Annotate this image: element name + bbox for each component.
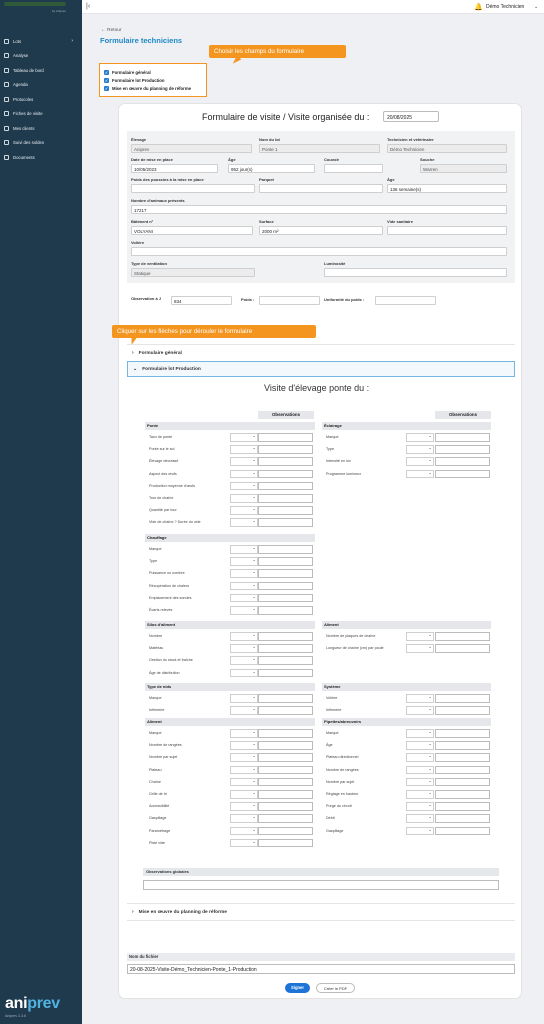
tech-input: Démo Technicien	[387, 144, 507, 153]
row-select[interactable]	[230, 518, 258, 527]
sidebar-item-icon	[4, 111, 9, 116]
callout-choose-fields: Choisir les champs du formulaire	[209, 45, 346, 58]
row-observation-input[interactable]	[258, 778, 313, 787]
row-select[interactable]	[230, 632, 258, 641]
sidebar-item[interactable]	[0, 34, 82, 49]
row-label: Nombre de plaques de chaîne	[326, 634, 376, 638]
row-select[interactable]	[230, 433, 258, 442]
section-header: Aliment	[145, 718, 315, 726]
elevage-label: Élevage	[131, 137, 147, 142]
row-label: Récupération de chaleur	[149, 583, 190, 588]
row-observation-input[interactable]	[258, 644, 313, 653]
row-select[interactable]	[406, 741, 434, 750]
row-observation-input[interactable]	[435, 766, 490, 775]
nb-animaux-input[interactable]: 17217	[131, 205, 507, 214]
row-observation-input[interactable]	[258, 656, 313, 665]
row-label: Écarts relevés	[149, 608, 173, 612]
row-label: Nombre	[149, 634, 163, 638]
row-observation-input[interactable]	[258, 632, 313, 641]
checkbox-checked-icon: ✓	[104, 77, 109, 83]
row-observation-input[interactable]	[258, 470, 313, 479]
sidebar-item[interactable]	[0, 107, 82, 122]
row-select[interactable]	[406, 457, 434, 466]
couvoir-label: Couvoir	[324, 157, 340, 162]
file-name-label: Nom du fichier	[127, 953, 515, 961]
topbar	[82, 0, 544, 14]
user-menu[interactable]: Démo Technicien	[486, 4, 525, 10]
form-title: Formulaire de visite / Visite organisée du :	[202, 112, 370, 122]
surface-label: Surface	[259, 219, 274, 224]
sidebar-footer	[5, 995, 60, 1018]
batiment-label: Bâtiment n°	[131, 219, 154, 224]
row-select[interactable]	[230, 729, 258, 738]
row-observation-input[interactable]	[258, 606, 313, 615]
global-observations-label: Observations globales	[143, 868, 499, 876]
user-menu-chevron-icon[interactable]: ⌄	[534, 3, 539, 10]
row-label: Intensité en lux	[326, 459, 351, 464]
row-label: Puissance ou nombre	[149, 571, 185, 576]
row-observation-input[interactable]	[258, 790, 313, 799]
row-select[interactable]	[230, 706, 258, 715]
row-label: Volière	[326, 696, 338, 700]
row-label: Programme lumineux	[326, 471, 362, 476]
row-label: Élevage décrassé	[149, 459, 179, 464]
checkbox-label: Formulaire général	[112, 69, 151, 75]
row-select[interactable]	[230, 557, 258, 566]
age2-label: Âge	[387, 177, 395, 182]
accordion-general-label: Formulaire général	[138, 350, 182, 356]
souche-label: Souche	[420, 157, 435, 162]
row-select[interactable]	[230, 827, 258, 836]
section-header: Aliment	[322, 621, 491, 629]
parquet-label: Parquet	[259, 177, 274, 182]
row-select[interactable]	[230, 470, 258, 479]
row-observation-input[interactable]	[258, 445, 313, 454]
batiment-input[interactable]: VOLYANI	[131, 226, 253, 235]
aniprev-logo	[5, 995, 60, 1013]
age2-input[interactable]: 136 semaine(s)	[387, 184, 507, 193]
row-select[interactable]	[230, 606, 258, 615]
sign-button[interactable]: Signer	[285, 983, 310, 993]
row-observation-input[interactable]	[258, 814, 313, 823]
observations-header-right: Observations	[435, 411, 491, 419]
row-observation-input[interactable]	[258, 594, 313, 603]
elevage-input: Aniprev	[131, 144, 252, 153]
row-select[interactable]	[230, 669, 258, 678]
couvoir-input[interactable]	[324, 164, 383, 173]
row-observation-input[interactable]	[258, 494, 313, 503]
sidebar-item-icon	[4, 155, 9, 160]
sidebar-item-label: Analyse	[13, 53, 29, 59]
row-label: Nombre par sujet	[326, 779, 355, 784]
accordion-production-label: Formulaire lot Production	[142, 366, 201, 372]
row-label: Purge du circuit	[326, 804, 352, 809]
back-link[interactable]: ← Retour	[101, 28, 122, 33]
observations-header-left: Observations	[258, 411, 314, 419]
sidebar	[0, 0, 82, 1024]
sidebar-item-icon	[4, 140, 9, 145]
sidebar-item[interactable]	[0, 136, 82, 151]
row-select[interactable]	[406, 766, 434, 775]
divider	[127, 920, 515, 921]
row-select[interactable]	[406, 802, 434, 811]
row-label: Marque	[149, 731, 162, 735]
uniformity-label: Uniformité du poids :	[324, 297, 365, 302]
row-select[interactable]	[406, 753, 434, 762]
row-observation-input[interactable]	[435, 470, 490, 479]
ventilation-label: Type de ventilation	[131, 261, 167, 266]
row-observation-input[interactable]	[258, 669, 313, 678]
row-label: Chaîne	[149, 779, 161, 784]
row-label: Nombre de rangées	[326, 767, 359, 772]
row-observation-input[interactable]	[435, 802, 490, 811]
row-label: Production moyenne d'œufs	[149, 483, 196, 488]
checkbox-label: Mise en œuvre du planning de réforme	[112, 85, 192, 91]
row-select[interactable]	[230, 569, 258, 578]
field-checkbox[interactable]	[100, 84, 206, 92]
logo-part-prev: prev	[27, 995, 60, 1012]
visit-date-input[interactable]: 20/08/2025	[383, 111, 439, 122]
create-pdf-button[interactable]: Créer le PDF	[316, 983, 355, 993]
row-observation-input[interactable]	[435, 644, 490, 653]
tech-label: Technicien et vétérinaire	[387, 137, 434, 142]
row-observation-input[interactable]	[435, 814, 490, 823]
row-observation-input[interactable]	[258, 457, 313, 466]
row-select[interactable]	[230, 644, 258, 653]
row-observation-input[interactable]	[258, 506, 313, 515]
row-label: Ponte sur le sol	[149, 447, 175, 452]
section-header: Système	[322, 683, 491, 691]
accordion-reforme[interactable]	[127, 904, 515, 920]
row-label: Type	[326, 447, 334, 452]
age-input[interactable]: 952 jour(s)	[228, 164, 315, 173]
poids-label: Poids des poussins à la mise en place	[131, 177, 204, 182]
weight-input[interactable]	[259, 296, 320, 305]
sidebar-item-label: Tableau de bord	[13, 67, 44, 73]
row-observation-input[interactable]	[435, 457, 490, 466]
row-observation-input[interactable]	[258, 753, 313, 762]
row-label: Marque	[326, 435, 339, 439]
nb-animaux-label: Nombre d'animaux présents	[131, 198, 185, 203]
form-fields-selector	[99, 63, 207, 97]
row-observation-input[interactable]	[435, 632, 490, 641]
sidebar-item[interactable]	[0, 49, 82, 64]
row-observation-input[interactable]	[435, 778, 490, 787]
field-checkbox[interactable]	[100, 76, 206, 84]
row-label: Âge	[326, 743, 333, 748]
row-observation-input[interactable]	[258, 802, 313, 811]
sidebar-item-label: Protocoles	[13, 96, 34, 102]
sidebar-item[interactable]	[0, 92, 82, 107]
sidebar-item-label: Agenda	[13, 82, 28, 88]
row-observation-input[interactable]	[258, 694, 313, 703]
row-label: Plateau	[149, 767, 162, 772]
row-label: Emplacement des sondes	[149, 595, 192, 600]
section-header: Éclairage	[322, 422, 491, 430]
row-observation-input[interactable]	[258, 569, 313, 578]
row-observation-input[interactable]	[258, 827, 313, 836]
row-label: Marque	[149, 547, 162, 551]
row-observation-input[interactable]	[258, 741, 313, 750]
row-select[interactable]	[230, 741, 258, 750]
row-select[interactable]	[406, 470, 434, 479]
section-header: Pipettes/abreuvoirs	[322, 718, 491, 726]
chevron-down-icon: ⌄	[133, 366, 138, 372]
row-select[interactable]	[230, 778, 258, 787]
row-select[interactable]	[406, 433, 434, 442]
brand-subtitle: by Aniprev	[51, 9, 66, 13]
row-observation-input[interactable]	[258, 582, 313, 591]
checkbox-checked-icon: ✓	[104, 69, 109, 75]
row-observation-input[interactable]	[435, 445, 490, 454]
chevron-right-icon: ›	[132, 350, 134, 356]
sidebar-item-label: Documents	[13, 154, 35, 160]
row-label: Type	[149, 559, 157, 564]
row-label: Nombre par sujet	[149, 755, 178, 760]
row-observation-input[interactable]	[258, 482, 313, 491]
row-select[interactable]	[406, 778, 434, 787]
row-select[interactable]	[230, 506, 258, 515]
row-label: Infirmerie	[326, 708, 342, 713]
row-select[interactable]	[230, 545, 258, 554]
production-form-title: Visite d'élevage ponte du :	[264, 383, 370, 393]
row-select[interactable]	[230, 482, 258, 491]
row-observation-input[interactable]	[258, 545, 313, 554]
row-select[interactable]	[230, 494, 258, 503]
accordion-general[interactable]	[127, 345, 515, 361]
chevron-right-icon: ›	[71, 38, 73, 45]
section-header: Chauffage	[145, 534, 315, 542]
row-select[interactable]	[230, 766, 258, 775]
row-label: Marque	[149, 696, 162, 700]
sidebar-item[interactable]	[0, 78, 82, 93]
row-select[interactable]	[230, 802, 258, 811]
sidebar-item-icon	[4, 97, 9, 102]
row-label: Gaspillage	[326, 828, 344, 833]
section-header: Type de nids	[145, 683, 315, 691]
row-observation-input[interactable]	[435, 729, 490, 738]
row-select[interactable]	[230, 656, 258, 665]
checkbox-label: Formulaire lot Production	[112, 77, 165, 83]
row-label: Débit	[326, 816, 335, 821]
chevron-right-icon: ›	[132, 909, 134, 915]
row-label: Gaspillage	[149, 816, 167, 821]
row-label: Grille de tri	[149, 792, 167, 796]
row-label: Aspect des œufs	[149, 471, 177, 476]
row-label: Plateau directionnel	[326, 755, 359, 760]
row-observation-input[interactable]	[435, 433, 490, 442]
row-label: Piste vide	[149, 840, 165, 845]
section-header: Silos d'aliment	[145, 621, 315, 629]
row-label: Paramétrage	[149, 828, 171, 833]
sidebar-item-icon	[4, 53, 9, 58]
row-select[interactable]	[406, 814, 434, 823]
luminosite-label: Luminosité	[324, 261, 346, 266]
brand-logo	[0, 0, 82, 14]
row-label: Longueur de chaîne (cm) par poule	[326, 646, 384, 651]
parquet-input[interactable]	[259, 184, 383, 193]
accordion-production[interactable]	[127, 361, 515, 377]
row-select[interactable]	[230, 594, 258, 603]
row-select[interactable]	[406, 632, 434, 641]
row-select[interactable]	[406, 694, 434, 703]
callout-expand-arrows: Cliquer sur les flèches pour dérouler le formulaire	[112, 325, 316, 338]
sidebar-item-icon	[4, 39, 9, 44]
row-select[interactable]	[230, 790, 258, 799]
notification-bell-icon[interactable]: 🔔	[474, 4, 483, 11]
row-observation-input[interactable]	[435, 694, 490, 703]
logo-part-ani: ani	[5, 995, 28, 1012]
obs-day-label: Observation à J	[131, 296, 162, 301]
file-name-input[interactable]: 20-08-2025-Visite-Démo_Technicien-Ponte_1-Production	[127, 964, 515, 974]
obs-day-input[interactable]: 834	[171, 296, 232, 305]
row-label: Gestion du stock et fraîche	[149, 658, 193, 663]
field-checkbox[interactable]	[100, 68, 206, 76]
sidebar-item-label: Fiches de visite	[13, 111, 43, 117]
sidebar-item[interactable]	[0, 150, 82, 165]
row-observation-input[interactable]	[258, 557, 313, 566]
row-select[interactable]	[230, 753, 258, 762]
checkbox-checked-icon: ✓	[104, 85, 109, 91]
sidebar-item[interactable]	[0, 121, 82, 136]
weight-label: Poids :	[241, 297, 255, 302]
sidebar-item-label: Lots	[13, 38, 22, 44]
row-label: Nombre de rangées	[149, 743, 182, 748]
accordion-reforme-label: Mise en œuvre du planning de réforme	[138, 909, 227, 915]
sidebar-item-label: Suivi des soldes	[13, 140, 45, 146]
voliere-input[interactable]	[131, 247, 507, 256]
version-label: Aniprev 2.3.6	[5, 1014, 27, 1018]
row-select[interactable]	[406, 729, 434, 738]
row-observation-input[interactable]	[258, 729, 313, 738]
row-select[interactable]	[406, 706, 434, 715]
row-select[interactable]	[406, 790, 434, 799]
row-select[interactable]	[406, 644, 434, 653]
voliere-label: Volière	[131, 240, 145, 245]
row-select[interactable]	[230, 445, 258, 454]
souche-input: Warren	[420, 164, 507, 173]
row-observation-input[interactable]	[435, 706, 490, 715]
uniformity-input[interactable]	[375, 296, 436, 305]
row-select[interactable]	[230, 839, 258, 848]
sidebar-item-icon	[4, 126, 9, 131]
row-label: Marque	[326, 731, 339, 735]
row-observation-input[interactable]	[258, 433, 313, 442]
page-title: Formulaire techniciens	[100, 36, 183, 45]
nom-lot-label: Nom du lot	[259, 137, 280, 142]
luminosite-input[interactable]	[324, 268, 507, 277]
row-select[interactable]	[230, 457, 258, 466]
row-label: Quantité par tour	[149, 508, 177, 513]
row-observation-input[interactable]	[258, 839, 313, 848]
row-observation-input[interactable]	[435, 753, 490, 762]
row-observation-input[interactable]	[258, 706, 313, 715]
row-observation-input[interactable]	[435, 741, 490, 750]
row-observation-input[interactable]	[435, 827, 490, 836]
row-label: Réglage en hauteur	[326, 792, 359, 796]
row-label: Âge de distribution	[149, 670, 180, 675]
date-mep-label: Date de mise en place	[131, 157, 173, 162]
section-header: Ponte	[145, 422, 315, 430]
sidebar-item[interactable]	[0, 63, 82, 78]
row-label: Matériau	[149, 646, 164, 651]
poids-input[interactable]	[131, 184, 255, 193]
row-label: Tour de chaîne	[149, 496, 174, 500]
ventilation-input: Statique	[131, 268, 255, 277]
row-label: Vide de chaîne ? Durée du vide	[149, 520, 201, 525]
row-select[interactable]	[230, 814, 258, 823]
sidebar-item-label: Mes clients	[13, 125, 35, 131]
nom-lot-input: Ponte 1	[259, 144, 380, 153]
vide-label: Vide sanitaire	[387, 219, 413, 224]
row-label: Accessibilité	[149, 804, 170, 809]
row-select[interactable]	[230, 582, 258, 591]
row-observation-input[interactable]	[435, 790, 490, 799]
brand-logo-mark	[4, 2, 66, 6]
date-mep-input[interactable]: 10/05/2023	[131, 164, 218, 173]
row-label: Infirmerie	[149, 708, 165, 713]
sidebar-item-icon	[4, 82, 9, 87]
sidebar-item-icon	[4, 68, 9, 73]
row-select[interactable]	[406, 445, 434, 454]
sidebar-nav	[0, 34, 82, 165]
row-observation-input[interactable]	[258, 766, 313, 775]
row-observation-input[interactable]	[258, 518, 313, 527]
surface-input[interactable]: 2000 m²	[259, 226, 383, 235]
row-select[interactable]	[406, 827, 434, 836]
collapse-sidebar-icon[interactable]: |‹	[86, 3, 91, 10]
row-label: Taux de ponte	[149, 435, 173, 439]
age-label: Âge	[228, 157, 236, 162]
global-observations-input[interactable]	[143, 880, 499, 890]
row-select[interactable]	[230, 694, 258, 703]
vide-input[interactable]	[387, 226, 507, 235]
